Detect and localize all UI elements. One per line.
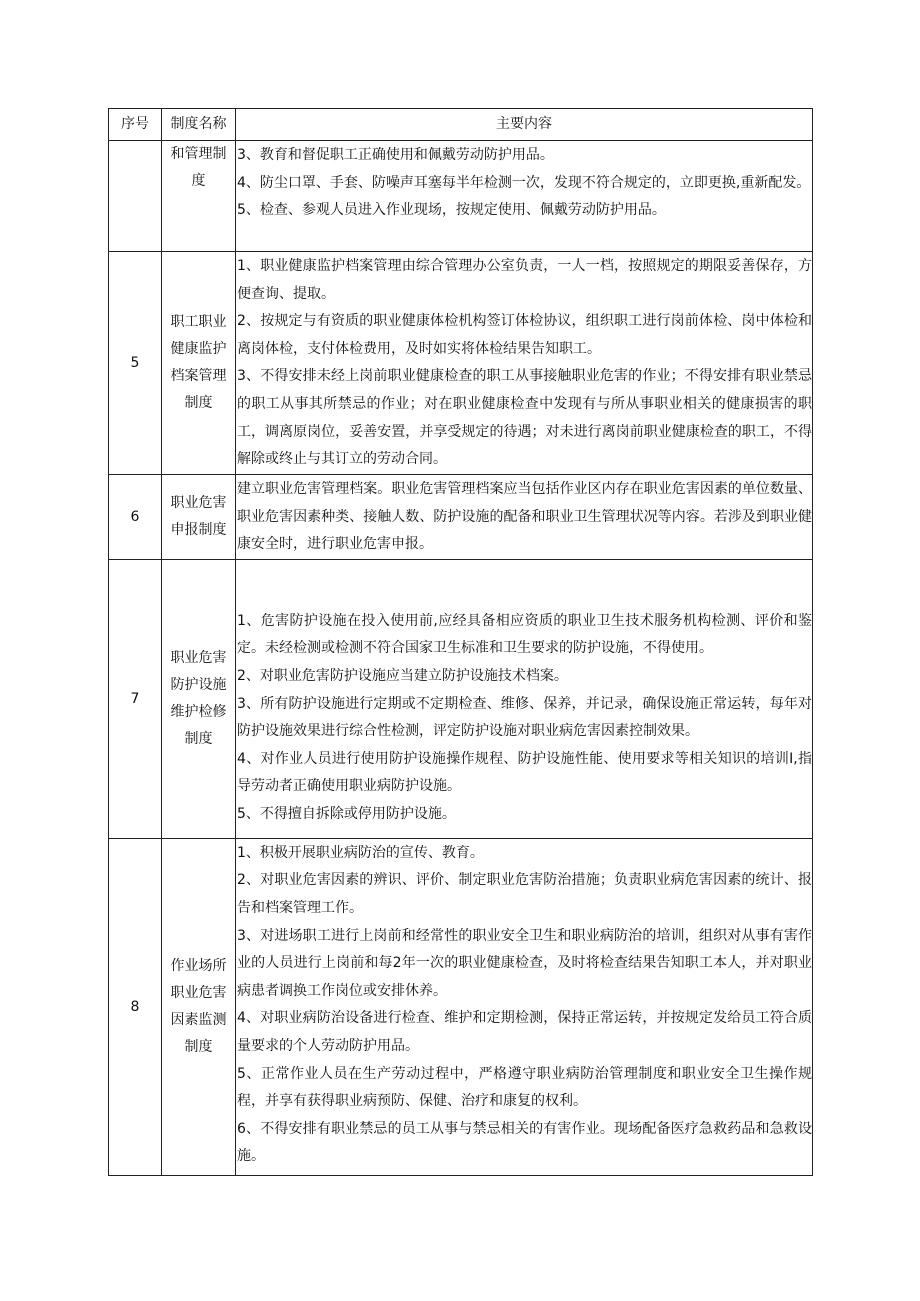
regulation-name: 和管理制度	[162, 141, 236, 252]
content-line: 建立职业危害管理档案。职业危害管理档案应当包括作业区内存在职业危害因素的单位数量、职业危害因素种类、接触人数、防护设施的配备和职业卫生管理状况等内容。若涉及到职业健康安全时，进行职业危害申报。	[237, 481, 812, 553]
regulation-content	[236, 141, 813, 252]
table-header-row	[109, 109, 813, 141]
row-number	[109, 141, 162, 252]
header-name: 制度名称	[162, 109, 236, 141]
content-line: 2、按规定与有资质的职业健康体检机构签订体检协议，组织职工进行岗前体检、岗中体检和离岗体检，支付体检费用，及时如实将体检结果告知职工。	[237, 313, 812, 357]
content-line: 1、危害防护设施在投入使用前,应经具备相应资质的职业卫生技术服务机构检测、评价和鉴定。未经检测或检测不符合国家卫生标准和卫生要求的防护设施，不得使用。	[237, 612, 812, 657]
header-content: 主要内容	[236, 109, 813, 141]
content-line: 4、防尘口罩、手套、防噪声耳塞每半年检测一次，发现不符合规定的，立即更换,重新配发。	[237, 174, 811, 191]
content-line: 2、对职业危害防护设施应当建立防护设施技术档案。	[237, 667, 568, 684]
row-number: 5	[109, 252, 162, 475]
row-number: 8	[109, 838, 162, 1175]
regulation-content	[236, 838, 813, 1175]
regulation-name: 作业场所职业危害因素监测制度	[162, 838, 236, 1175]
table-row	[109, 838, 813, 1175]
content-line: 3、教育和督促职工正确使用和佩戴劳动防护用品。	[237, 147, 554, 163]
content-line: 1、职业健康监护档案管理由综合管理办公室负责，一人一档，按照规定的期限妥善保存，方便查询、提取。	[237, 258, 812, 302]
table-row	[109, 252, 813, 475]
content-line: 4、对作业人员进行使用防护设施操作规程、防护设施性能、使用要求等相关知识的培训I,指导劳动者正确使用职业病防护设施。	[237, 750, 812, 795]
row-number: 7	[109, 559, 162, 838]
content-line: 5、检查、参观人员进入作业现场，按规定使用、佩戴劳动防护用品。	[237, 202, 666, 219]
regulation-name: 职业危害申报制度	[162, 475, 236, 560]
content-line: 3、所有防护设施进行定期或不定期检查、维修、保养，并记录，确保设施正常运转，每年对防护设施效果进行综合性检测，评定防护设施对职业病危害因素控制效果。	[237, 695, 812, 740]
row-number: 6	[109, 475, 162, 560]
header-no: 序号	[109, 109, 162, 141]
regulation-table	[108, 108, 813, 1176]
content-line: 5、正常作业人员在生产劳动过程中，严格遵守职业病防治管理制度和职业安全卫生操作规程，并享有获得职业病预防、保健、治疗和康复的权利。	[237, 1065, 812, 1110]
table-row	[109, 559, 813, 838]
regulation-name: 职工职业健康监护档案管理制度	[162, 252, 236, 475]
content-line: 1、积极开展职业病防治的宣传、教育。	[237, 844, 484, 861]
content-line: 2、对职业危害因素的辨识、评价、制定职业危害防治措施；负责职业病危害因素的统计、报告和档案管理工作。	[237, 872, 812, 916]
content-line: 3、不得安排未经上岗前职业健康检查的职工从事接触职业危害的作业；不得安排有职业禁忌的职工从事其所禁忌的作业；对在职业健康检查中发现有与所从事职业相关的健康损害的职工，调离原岗位，妥善安置，并享受规定的待遇；对未进行离岗前职业健康检查的职工，不得解除或终止与其订立的劳动合同。	[237, 368, 812, 468]
table-row	[109, 475, 813, 560]
content-line: 4、对职业病防治设备进行检查、维护和定期检测，保持正常运转，并按规定发给员工符合质量要求的个人劳动防护用品。	[237, 1010, 812, 1054]
content-line: 3、对进场职工进行上岗前和经常性的职业安全卫生和职业病防治的培训，组织对从事有害作业的人员进行上岗前和每2年一次的职业健康检查，及时将检查结果告知职工本人，并对职业病患者调换工作岗位或安排休养。	[237, 927, 812, 999]
table-row	[109, 141, 813, 252]
content-line: 5、不得擅自拆除或停用防护设施。	[237, 805, 456, 822]
regulation-content	[236, 252, 813, 475]
regulation-content	[236, 475, 813, 560]
regulation-name: 职业危害防护设施维护检修制度	[162, 559, 236, 838]
regulation-content	[236, 559, 813, 838]
content-line: 6、不得安排有职业禁忌的员工从事与禁忌相关的有害作业。现场配备医疗急救药品和急救设施。	[237, 1120, 812, 1165]
